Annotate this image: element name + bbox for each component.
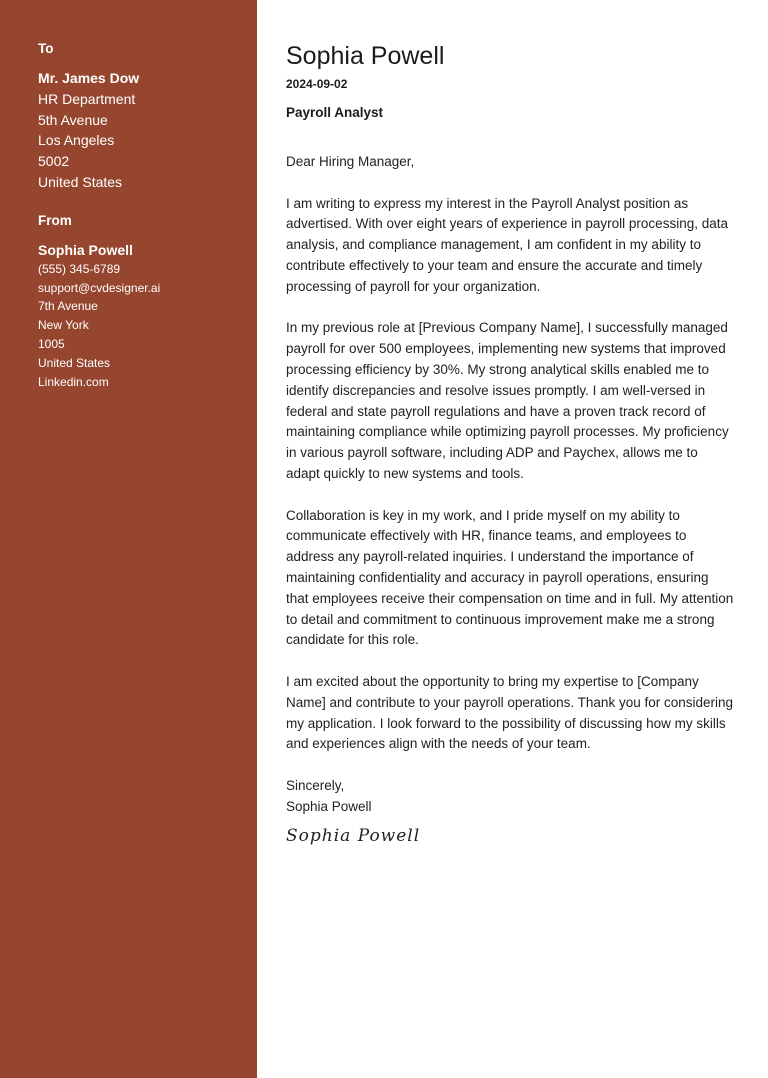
signature: Sophia Powell (286, 826, 421, 846)
letter-closing-block (286, 776, 734, 818)
letter-body (286, 152, 734, 818)
sender-postal: 1005 (38, 336, 65, 351)
sender-street: 7th Avenue (38, 299, 98, 314)
letter-greeting: Dear Hiring Manager, (286, 154, 415, 169)
sidebar (0, 0, 257, 1078)
recipient-label: To (38, 41, 54, 56)
sender-country: United States (38, 355, 111, 370)
letter-date: 2024-09-02 (286, 77, 348, 91)
sender-email: support@cvdesigner.ai (38, 280, 161, 295)
letter-heading-name: Sophia Powell (286, 42, 445, 70)
letter-paragraph: In my previous role at [Previous Company Name], I successfully managed payroll for over 500 employees, implementing new systems that improved processing efficiency by 30%. My strong analytical skills enabled me to identify discrepancies and resolve issues promptly. I am well-versed in federal and state payroll regulations and have a proven track record of maintaining compliance while optimizing payroll processes. My proficiency in various payroll software, including ADP and Paychex, allows me to adapt quickly to new systems and tools. (286, 320, 729, 481)
recipient-city: Los Angeles (38, 132, 115, 149)
recipient-country: United States (38, 173, 123, 190)
letter-paragraph: Collaboration is key in my work, and I pride myself on my ability to communicate effectively with HR, finance teams, and employees to address any payroll-related inquiries. I understand the importance of maintaining confidentiality and accuracy in payroll operations, ensuring that employees receive their compensation on time and in full. My attention to detail and commitment to continuous improvement make me a strong candidate for this role. (286, 507, 734, 648)
recipient-name: Mr. James Dow (38, 70, 140, 86)
letter-position: Payroll Analyst (286, 105, 384, 120)
recipient-street: 5th Avenue (38, 111, 108, 128)
recipient-postal: 5002 (38, 153, 70, 170)
sender-phone: (555) 345-6789 (38, 261, 121, 276)
recipient-department: HR Department (38, 90, 136, 107)
letter-paragraph: I am excited about the opportunity to bring my expertise to [Company Name] and contribute to your payroll operations. Thank you for considering my application. I look forward to the possibility of discussing how my skills and experiences align with the needs of your team. (286, 673, 734, 752)
letter-closing: Sincerely, (286, 777, 345, 793)
sender-label: From (38, 212, 72, 228)
sender-website: Linkedin.com (38, 374, 109, 389)
sender-city: New York (38, 318, 89, 333)
letter-paragraph: I am writing to express my interest in the Payroll Analyst position as advertised. With over eight years of experience in payroll processing, data analysis, and compliance management, I am confident in my ability to contribute effectively to your team and ensure the accurate and timely processing of payroll for your organization. (286, 195, 728, 294)
sender-name: Sophia Powell (38, 241, 133, 258)
letter-closing-name: Sophia Powell (286, 798, 372, 814)
